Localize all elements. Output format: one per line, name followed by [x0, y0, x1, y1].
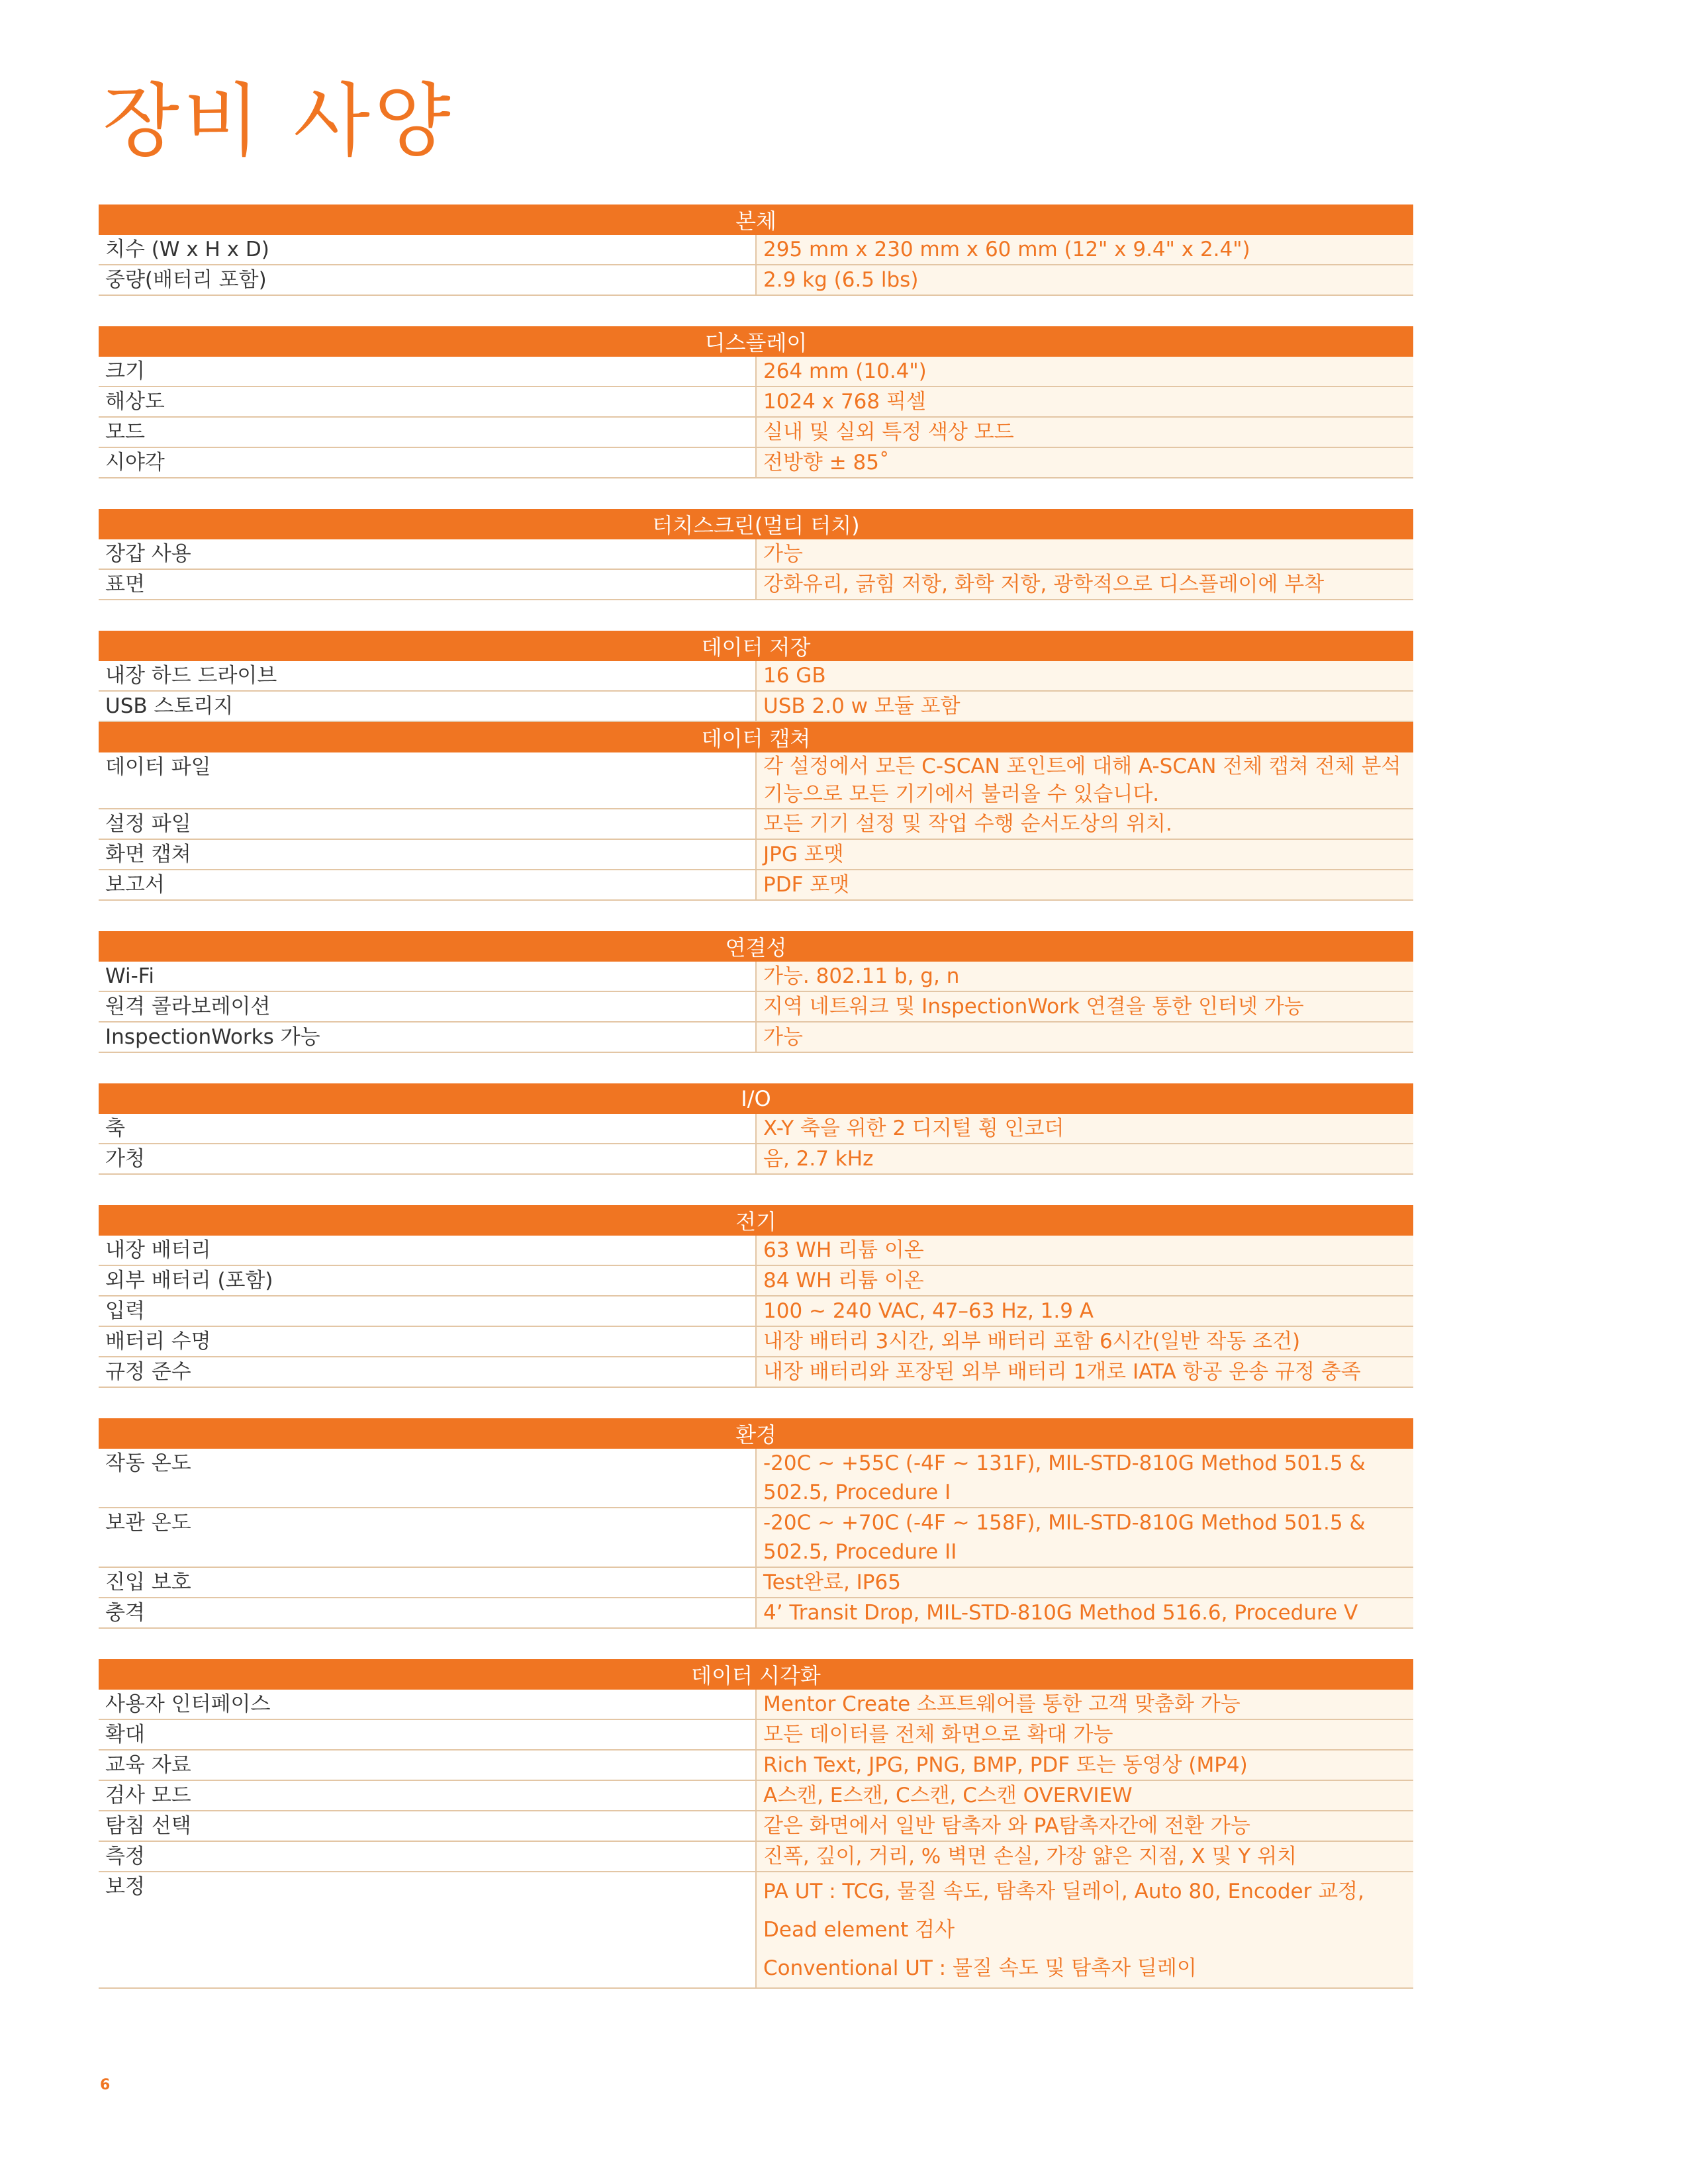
row-label: 설정 파일	[99, 809, 756, 839]
table-row	[99, 809, 1413, 839]
spec-table-environment	[99, 1418, 1413, 1629]
spec-table-visualization	[99, 1659, 1413, 1989]
spec-table-storage	[99, 631, 1413, 722]
row-value: X-Y 축을 위한 2 디지털 휭 인코더	[756, 1114, 1413, 1144]
row-label: 충격	[99, 1598, 756, 1628]
table-row	[99, 447, 1413, 478]
spec-table-capture	[99, 722, 1413, 901]
table-row	[99, 1780, 1413, 1811]
table-row	[99, 1144, 1413, 1174]
row-label: 내장 배터리	[99, 1236, 756, 1265]
row-value: 내장 배터리 3시간, 외부 배터리 포함 6시간(일반 작동 조건)	[756, 1326, 1413, 1357]
row-label: 측정	[99, 1841, 756, 1872]
table-row	[99, 1690, 1413, 1719]
row-label: 진입 보호	[99, 1567, 756, 1598]
table-row	[99, 265, 1413, 295]
row-value: 2.9 kg (6.5 lbs)	[756, 265, 1413, 295]
row-value: 4’ Transit Drop, MIL-STD-810G Method 516.6, Procedure V	[756, 1598, 1413, 1628]
section-header: 전기	[99, 1205, 1413, 1236]
table-row	[99, 1811, 1413, 1841]
row-value: 모든 데이터를 전체 화면으로 확대 가능	[756, 1719, 1413, 1750]
table-row	[99, 1265, 1413, 1296]
row-label: 보관 온도	[99, 1508, 756, 1567]
page-number: 6	[100, 2077, 111, 2093]
row-value: -20C ~ +70C (-4F ~ 158F), MIL-STD-810G Method 501.5 & 502.5, Procedure II	[756, 1508, 1413, 1567]
row-label: 데이터 파일	[99, 752, 756, 809]
spec-table-touchscreen	[99, 509, 1413, 600]
table-row	[99, 1296, 1413, 1326]
row-value: USB 2.0 w 모듈 포함	[756, 691, 1413, 721]
row-value: 100 ~ 240 VAC, 47–63 Hz, 1.9 A	[756, 1296, 1413, 1326]
row-label: 입력	[99, 1296, 756, 1326]
row-label: 화면 캡쳐	[99, 839, 756, 870]
table-row	[99, 357, 1413, 387]
row-value: PDF 포맷	[756, 870, 1413, 900]
row-value	[756, 1872, 1413, 1988]
row-value: 내장 배터리와 포장된 외부 배터리 1개로 IATA 항공 운송 규정 충족	[756, 1357, 1413, 1387]
row-label: 작동 온도	[99, 1449, 756, 1508]
row-label: InspectionWorks 가능	[99, 1022, 756, 1052]
row-value: 음, 2.7 kHz	[756, 1144, 1413, 1174]
row-value: 295 mm x 230 mm x 60 mm (12" x 9.4" x 2.4")	[756, 235, 1413, 265]
table-row	[99, 1567, 1413, 1598]
row-label: 해상도	[99, 387, 756, 417]
row-value: 지역 네트워크 및 InspectionWork 연결을 통한 인터넷 가능	[756, 991, 1413, 1022]
table-row	[99, 991, 1413, 1022]
row-value: 전방향 ± 85˚	[756, 447, 1413, 478]
table-row	[99, 1719, 1413, 1750]
row-label: 배터리 수명	[99, 1326, 756, 1357]
row-label: 치수 (W x H x D)	[99, 235, 756, 265]
table-row	[99, 1114, 1413, 1144]
section-header: 연결성	[99, 931, 1413, 962]
table-row	[99, 962, 1413, 991]
spec-table-electrical	[99, 1205, 1413, 1388]
table-row	[99, 691, 1413, 721]
row-label: 내장 하드 드라이브	[99, 661, 756, 691]
section-header: 디스플레이	[99, 326, 1413, 357]
row-value: 실내 및 실외 특정 색상 모드	[756, 417, 1413, 447]
spec-table-body	[99, 205, 1413, 296]
row-label: 보고서	[99, 870, 756, 900]
table-row	[99, 1508, 1413, 1567]
row-value: 모든 기기 설정 및 작업 수행 순서도상의 위치.	[756, 809, 1413, 839]
row-value: A스캔, E스캔, C스캔, C스캔 OVERVIEW	[756, 1780, 1413, 1811]
table-row	[99, 1236, 1413, 1265]
section-gap	[99, 1053, 1413, 1083]
row-label: 시야각	[99, 447, 756, 478]
table-row	[99, 1357, 1413, 1387]
row-value-line: PA UT : TCG, 물질 속도, 탐촉자 딜레이, Auto 80, Encoder 교정, Dead element 검사	[763, 1880, 1364, 1942]
section-gap	[99, 600, 1413, 631]
table-row	[99, 661, 1413, 691]
row-label: 사용자 인터페이스	[99, 1690, 756, 1719]
row-label: 크기	[99, 357, 756, 387]
section-header: 본체	[99, 205, 1413, 235]
row-label: 모드	[99, 417, 756, 447]
table-row	[99, 1326, 1413, 1357]
table-row	[99, 1449, 1413, 1508]
row-value: Rich Text, JPG, PNG, BMP, PDF 또는 동영상 (MP4)	[756, 1750, 1413, 1780]
table-row	[99, 1022, 1413, 1052]
table-row	[99, 235, 1413, 265]
row-value: 16 GB	[756, 661, 1413, 691]
table-row	[99, 1872, 1413, 1988]
row-value: -20C ~ +55C (-4F ~ 131F), MIL-STD-810G Method 501.5 & 502.5, Procedure I	[756, 1449, 1413, 1508]
row-value: 같은 화면에서 일반 탐촉자 와 PA탐촉자간에 전환 가능	[756, 1811, 1413, 1841]
section-gap	[99, 1175, 1413, 1205]
row-label: 탐침 선택	[99, 1811, 756, 1841]
table-row	[99, 387, 1413, 417]
row-value: 강화유리, 긁힘 저항, 화학 저항, 광학적으로 디스플레이에 부착	[756, 569, 1413, 600]
row-value: Mentor Create 소프트웨어를 통한 고객 맞춤화 가능	[756, 1690, 1413, 1719]
row-value: 가능	[756, 539, 1413, 569]
row-label: 보정	[99, 1872, 756, 1988]
section-gap	[99, 901, 1413, 931]
table-row	[99, 1841, 1413, 1872]
row-value: Test완료, IP65	[756, 1567, 1413, 1598]
row-label: 확대	[99, 1719, 756, 1750]
row-label: 중량(배터리 포함)	[99, 265, 756, 295]
section-gap	[99, 478, 1413, 509]
table-row	[99, 539, 1413, 569]
page-title: 장비 사양	[103, 75, 455, 167]
row-label: 규정 준수	[99, 1357, 756, 1387]
row-value: 63 WH 리튬 이온	[756, 1236, 1413, 1265]
row-value: 264 mm (10.4")	[756, 357, 1413, 387]
row-label: Wi-Fi	[99, 962, 756, 991]
table-row	[99, 569, 1413, 600]
row-label: 가청	[99, 1144, 756, 1174]
row-value: 1024 x 768 픽셀	[756, 387, 1413, 417]
row-value: 84 WH 리튬 이온	[756, 1265, 1413, 1296]
row-label: 축	[99, 1114, 756, 1144]
section-header: 환경	[99, 1418, 1413, 1449]
section-header: 터치스크린(멀티 터치)	[99, 509, 1413, 539]
row-label: 검사 모드	[99, 1780, 756, 1811]
row-value: JPG 포맷	[756, 839, 1413, 870]
section-gap	[99, 1388, 1413, 1418]
section-header: 데이터 캡쳐	[99, 722, 1413, 752]
row-value: 가능. 802.11 b, g, n	[756, 962, 1413, 991]
section-header: I/O	[99, 1083, 1413, 1114]
table-row	[99, 1598, 1413, 1628]
spec-tables	[99, 205, 1413, 1989]
section-header: 데이터 저장	[99, 631, 1413, 661]
table-row	[99, 839, 1413, 870]
spec-table-connectivity	[99, 931, 1413, 1053]
row-label: USB 스토리지	[99, 691, 756, 721]
section-header: 데이터 시각화	[99, 1659, 1413, 1690]
row-label: 외부 배터리 (포함)	[99, 1265, 756, 1296]
row-value: 진폭, 깊이, 거리, % 벽면 손실, 가장 얇은 지점, X 및 Y 위치	[756, 1841, 1413, 1872]
spec-table-display	[99, 326, 1413, 478]
table-row	[99, 1750, 1413, 1780]
row-value: 가능	[756, 1022, 1413, 1052]
row-label: 표면	[99, 569, 756, 600]
spec-table-io	[99, 1083, 1413, 1175]
row-value: 각 설정에서 모든 C-SCAN 포인트에 대해 A-SCAN 전체 캡쳐 전체 분석 기능으로 모든 기기에서 불러올 수 있습니다.	[756, 752, 1413, 809]
row-value-line: Conventional UT : 물질 속도 및 탐촉자 딜레이	[763, 1956, 1197, 1980]
section-gap	[99, 1629, 1413, 1659]
row-label: 교육 자료	[99, 1750, 756, 1780]
section-gap	[99, 296, 1413, 326]
row-label: 원격 콜라보레이션	[99, 991, 756, 1022]
table-row	[99, 752, 1413, 809]
row-label: 장갑 사용	[99, 539, 756, 569]
table-row	[99, 417, 1413, 447]
table-row	[99, 870, 1413, 900]
